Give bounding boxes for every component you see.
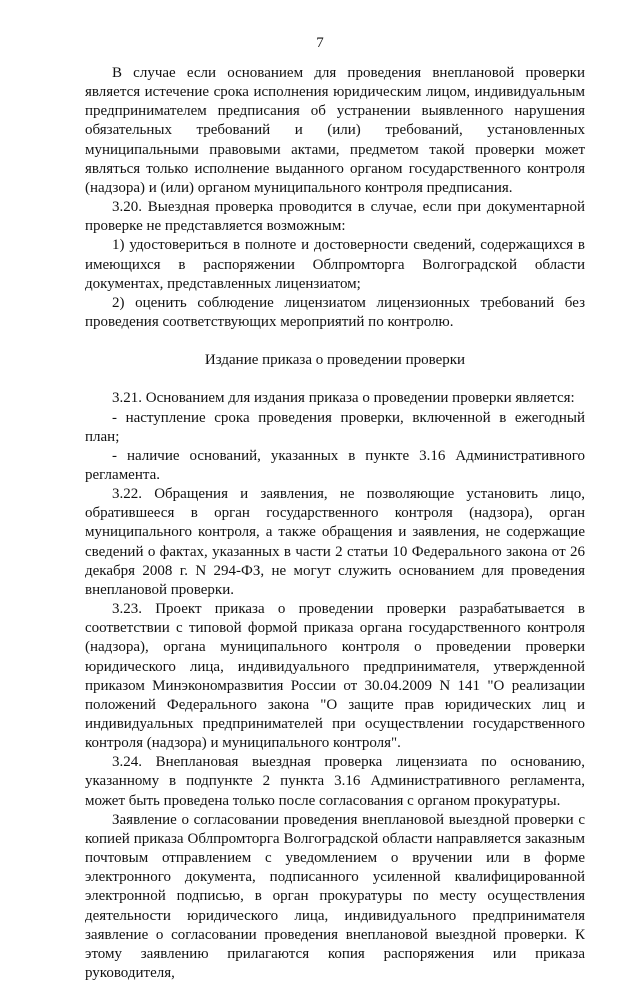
document-body [85, 64, 585, 983]
paragraph-3-23: 3.23. Проект приказа о проведении проверки разрабатывается в соответствии с типовой формой приказа органа государственного контроля (надзора), органа муниципального контроля о проведении проверки юридического лица, индивидуального предпринимателя, утвержденной приказом Минэкономразвития России от 30.04.2009 N 141 "О реализации положений Федерального закона "О защите прав юридических лиц и индивидуальных предпринимателей при осуществлении государственного контроля (надзора) и муниципального контроля". [85, 601, 585, 752]
section-heading: Издание приказа о проведении проверки [204, 352, 466, 369]
paragraph-3-20: 3.20. Выездная проверка проводится в случае, если при документарной проверке не представляется возможным: [85, 199, 585, 235]
paragraph-3-22: 3.22. Обращения и заявления, не позволяющие установить лицо, обратившееся в орган государственного контроля (надзора), орган муниципального контроля, а также обращения и заявления, не содержащие сведений о фактах, указанных в части 2 статьи 10 Федерального закона от 26 декабря 2008 г. N 294-ФЗ, не могут служить основанием для проведения внеплановой проверки. [85, 486, 585, 598]
paragraph-3-21: 3.21. Основанием для издания приказа о проведении проверки является: [112, 390, 575, 407]
page-number: 7 [316, 35, 324, 51]
paragraph-3-24: 3.24. Внеплановая выездная проверка лицензиата по основанию, указанному в подпункте 2 пункта 3.16 Административного регламента, может быть проведена только после согласования с органом прокуратуры. [85, 754, 585, 809]
paragraph-3-20-item-2: 2) оценить соблюдение лицензиатом лицензионных требований без проведения соответствующих мероприятий по контролю. [85, 294, 585, 331]
paragraph-3-21-item-2: - наличие оснований, указанных в пункте 3.16 Административного регламента. [85, 447, 585, 483]
paragraph-3-21-item-1: - наступление срока проведения проверки, включенной в ежегодный план; [85, 409, 585, 445]
paragraph-application: Заявление о согласовании проведения внеплановой выездной проверки с копией приказа Облпромторга Волгоградской области направляется заказным почтовым отправлением с уведомлением о вручении или в форме электронного документа, подписанного усиленной квалифицированной электронной подписью, в орган прокуратуры по месту осуществления деятельности юридического лица, индивидуального предпринимателя заявление о согласовании проведения внеплановой выездной проверки. К этому заявлению прилагаются копия распоряжения или приказа руководителя, [85, 811, 585, 982]
spacer [85, 332, 585, 351]
paragraph-unfulfilled-order: В случае если основанием для проведения внеплановой проверки является истечение срока исполнения юридическим лицом, индивидуальным предпринимателем предписания об устранении выявленного нарушения обязательных требований и (или) требований, установленных муниципальными правовыми актами, предметом такой проверки может являться только исполнение выданного органом государственного контроля (надзора) и (или) органом муниципального контроля предписания. [85, 65, 585, 196]
paragraph-3-20-item-1: 1) удостовериться в полноте и достоверности сведений, содержащихся в имеющихся в распоряжении Облпромторга Волгоградской области документах, представленных лицензиатом; [85, 237, 585, 292]
spacer [85, 370, 585, 389]
